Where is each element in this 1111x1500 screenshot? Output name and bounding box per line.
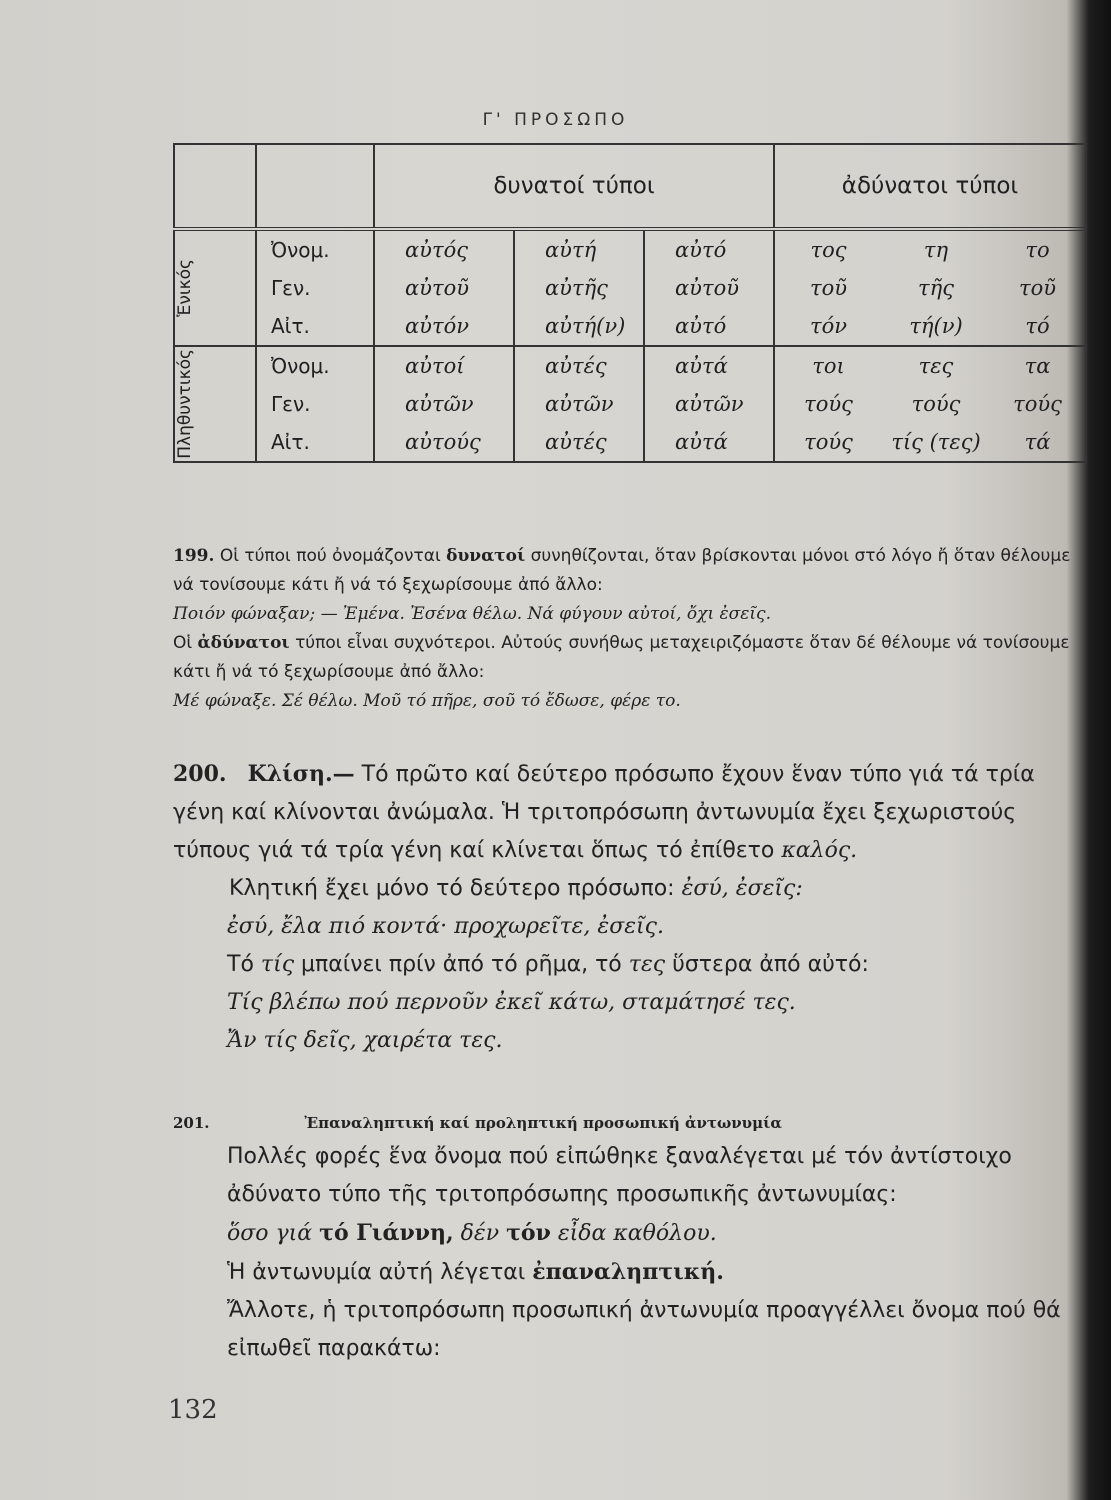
strong-form: αὐτή <box>514 229 644 269</box>
strong-form: αὐτῶν <box>644 385 774 423</box>
example-text: Ποιόν φώναξαν; — Ἐμένα. Ἐσένα θέλω. Νά φύγουν αὐτοί, ὄχι ἐσεῖς. <box>173 604 771 624</box>
definition-line <box>173 1253 1085 1292</box>
section-199 <box>173 542 1085 716</box>
strong-form: αὐτῆς <box>514 269 644 307</box>
body-text: ὕστερα ἀπό αὐτό: <box>672 952 869 977</box>
section-number: 199. <box>173 546 215 566</box>
case-label: Αἰτ. <box>256 423 374 462</box>
section-199-para2 <box>173 629 1085 687</box>
case-label: Ὀνομ. <box>256 229 374 269</box>
section-number: 201. <box>173 1114 210 1132</box>
example-text: Τίς βλέπω πού περνοῦν ἐκεῖ κάτω, σταμάτησέ τες. <box>227 990 796 1015</box>
weak-form: τοι <box>774 346 882 385</box>
example-text: Μέ φώναξε. Σέ θέλω. Μοῦ τό πῆρε, σοῦ τό ἔδωσε, φέρε το. <box>173 691 681 711</box>
example-text: Ἄν τίς δεῖς, χαιρέτα τες. <box>227 1028 503 1053</box>
header-strong-forms: δυνατοί τύποι <box>374 144 774 229</box>
strong-form: αὐτή(ν) <box>514 307 644 346</box>
pronoun-table <box>173 143 1087 463</box>
case-label: Γεν. <box>256 269 374 307</box>
group-label-singular: Ἑνικός <box>175 259 195 317</box>
page-number: 132 <box>168 1395 218 1425</box>
strong-form: αὐτά <box>644 346 774 385</box>
body-text: τύποι εἶναι συχνότεροι. Αὐτούς συνήθως μεταχειριζόμαστε ὅταν δέ θέλουμε νά τονίσουμε κάτι ἤ νά τό ξεχωρίσουμε ἀπό ἄλλο: <box>173 633 1070 682</box>
weak-form: τοῦ <box>774 269 882 307</box>
group-label-plural: Πληθυντικός <box>174 346 256 462</box>
bold-term: τό Γιάννη, <box>319 1220 454 1246</box>
strong-form: αὐτῶν <box>374 385 514 423</box>
weak-form: τόν <box>774 307 882 346</box>
section-number: 200. <box>173 761 227 787</box>
case-label: Γεν. <box>256 385 374 423</box>
table-row <box>174 423 1086 462</box>
italic-term: ἐσύ, ἐσεῖς: <box>681 876 803 901</box>
body-text: Κλητική ἔχει μόνο τό δεύτερο πρόσωπο: <box>229 876 675 901</box>
weak-form: τούς <box>774 423 882 462</box>
italic-term: τίς <box>260 952 295 977</box>
section-201-header <box>173 1108 1085 1138</box>
strong-form: αὐτοῦ <box>374 269 514 307</box>
section-201 <box>173 1108 1085 1368</box>
body-text: Ἡ ἀντωνυμία αὐτή λέγεται <box>227 1260 526 1285</box>
body-text: Ἄλλοτε, ἡ τριτοπρόσωπη προσωπική ἀντωνυμία προαγγέλλει ὄνομα πού θά εἰπωθεῖ παρακάτω: <box>227 1298 1061 1361</box>
weak-form: τοῦ <box>1018 276 1057 300</box>
bold-term: δυνατοί <box>446 546 526 566</box>
vocative-note <box>173 870 1085 908</box>
section-200 <box>173 755 1085 1060</box>
example-text: εἶδα καθόλου. <box>557 1221 717 1246</box>
weak-form: τῆς <box>918 276 954 300</box>
strong-form: αὐτοί <box>374 346 514 385</box>
body-text: Οἱ τύποι πού ὀνομάζονται <box>219 546 441 566</box>
table-header-row <box>174 144 1086 229</box>
weak-form: τούς <box>911 392 961 416</box>
example-text: ὅσο γιά <box>227 1221 313 1246</box>
weak-form: τες <box>882 346 990 385</box>
strong-form: αὐτές <box>514 346 644 385</box>
weak-form: τούς <box>774 385 882 423</box>
weak-form: τίς (τες) <box>891 430 981 454</box>
strong-form: αὐτά <box>644 423 774 462</box>
weak-form: τό <box>1025 314 1050 338</box>
section-199-para1 <box>173 542 1085 600</box>
weak-form: τούς <box>1013 392 1062 416</box>
case-label: Αἰτ. <box>256 307 374 346</box>
header-weak-forms: ἀδύνατοι τύποι <box>774 144 1086 229</box>
strong-form: αὐτός <box>374 229 514 269</box>
strong-form: αὐτό <box>644 229 774 269</box>
table-row <box>174 346 1086 385</box>
bold-term: ἐπαναληπτική. <box>532 1259 724 1285</box>
italic-term: καλός. <box>781 838 858 863</box>
strong-form: αὐτούς <box>374 423 514 462</box>
section-heading: Κλίση.— <box>247 761 355 787</box>
weak-form: τή(ν) <box>909 314 963 338</box>
section-heading: Ἐπαναληπτική καί προληπτική προσωπική ἀντωνυμία <box>304 1114 782 1132</box>
strong-form: αὐτόν <box>374 307 514 346</box>
weak-form: το <box>1025 238 1050 262</box>
weak-form: τά <box>1024 430 1051 454</box>
body-text: μπαίνει πρίν ἀπό τό ρῆμα, τό <box>301 952 622 977</box>
example-text: δέν <box>460 1221 500 1246</box>
body-text: Τό πρῶτο καί δεύτερο πρόσωπο ἔχουν ἕναν τύπο γιά τά τρία γένη καί κλίνονται ἀνώμαλα. Ἡ τριτοπρόσωπη ἀντωνυμία ἔχει ξεχωριστούς τύπους γιά τά τρία γένη καί κλίνεται ὅπως τό ἐπίθετο <box>173 762 1035 863</box>
table-row <box>174 385 1086 423</box>
case-label: Ὀνομ. <box>256 346 374 385</box>
weak-form: τα <box>990 346 1086 385</box>
weak-form: τη <box>923 238 949 262</box>
example-line <box>173 1214 1085 1253</box>
body-text: Οἱ <box>173 633 193 653</box>
body-text: συνηθίζονται, ὅταν βρίσκονται μόνοι στό λόγο ἤ ὅταν θέλουμε νά τονίσουμε κάτι ἤ νά τό ξεχωρίσουμε ἀπό ἄλλο: <box>173 546 1071 595</box>
bold-term: ἀδύνατοι <box>197 633 290 653</box>
example-text: ἐσύ, ἔλα πιό κοντά· προχωρεῖτε, ἐσεῖς. <box>227 914 664 939</box>
italic-term: τες <box>628 952 666 977</box>
strong-form: αὐτό <box>644 307 774 346</box>
body-text: Πολλές φορές ἕνα ὄνομα πού εἰπώθηκε ξαναλέγεται μέ τόν ἀντίστοιχο ἀδύνατο τύπο τῆς τριτοπρόσωπης προσωπικῆς ἀντωνυμίας: <box>227 1144 1012 1207</box>
section-200-para1 <box>173 755 1085 870</box>
body-text: Τό <box>227 952 254 977</box>
weak-form: τος <box>774 229 882 269</box>
table-row <box>174 307 1086 346</box>
section-201-body <box>173 1138 1085 1368</box>
table-row <box>174 229 1086 269</box>
table-row <box>174 269 1086 307</box>
strong-form: αὐτῶν <box>514 385 644 423</box>
table-title: Γ' ΠΡΟΣΩΠΟ <box>482 110 629 130</box>
position-note <box>173 946 1085 984</box>
bold-term: τόν <box>506 1220 551 1246</box>
strong-form: αὐτοῦ <box>644 269 774 307</box>
strong-form: αὐτές <box>514 423 644 462</box>
